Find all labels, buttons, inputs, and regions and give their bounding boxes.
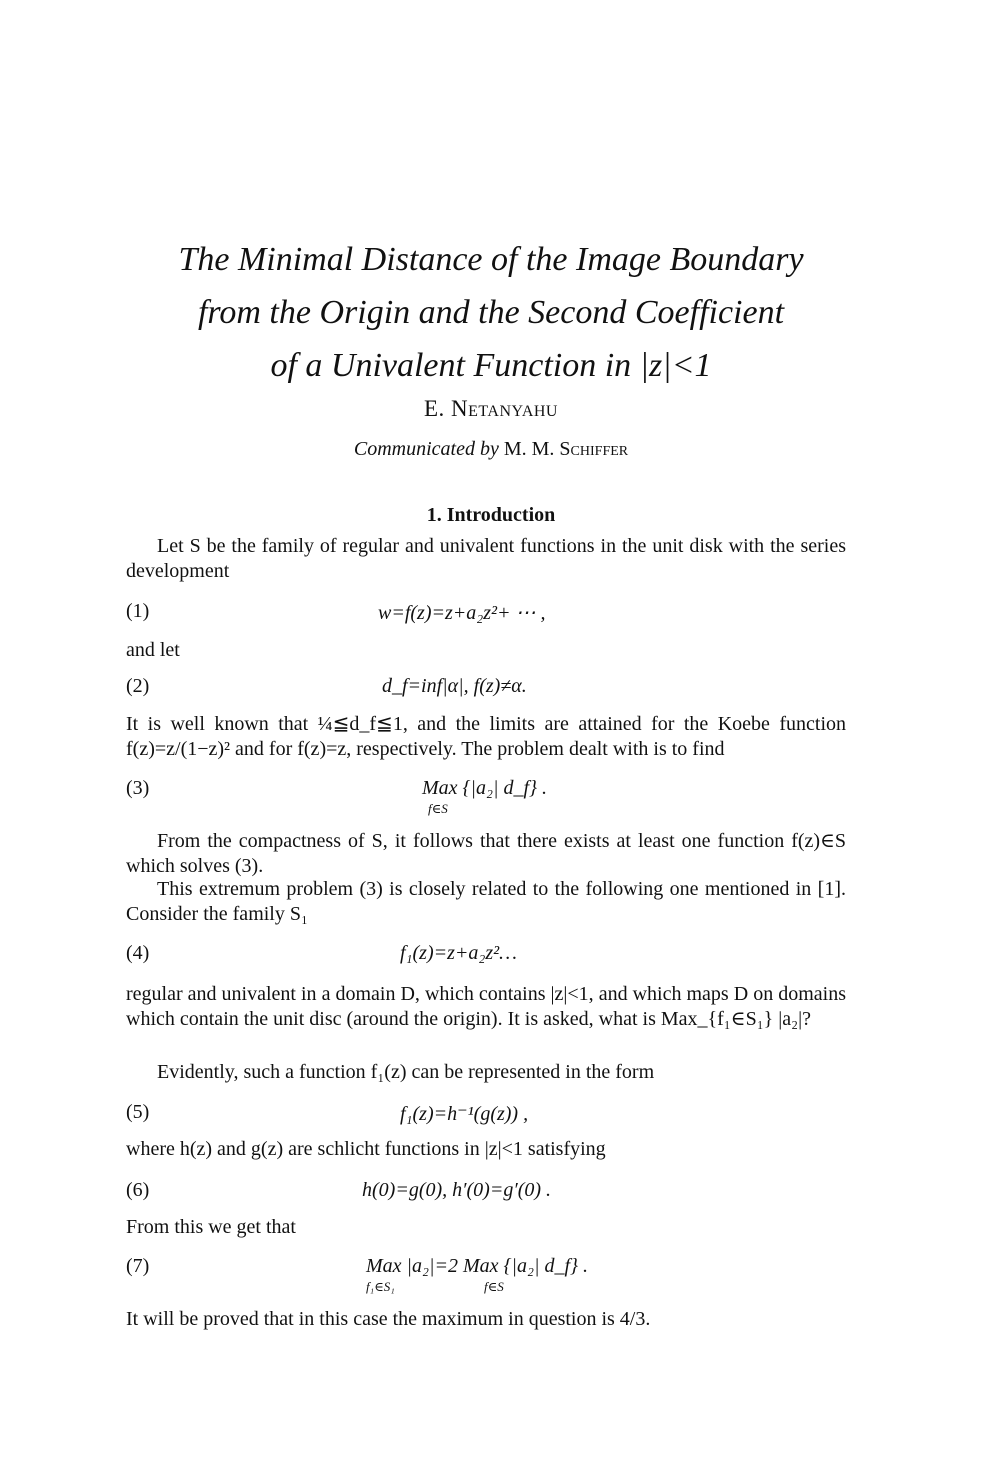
equation-4 [126, 942, 846, 970]
equation-body: h(0)=g(0), h′(0)=g′(0) . [362, 1179, 552, 1201]
communicator-name: M. M. Schiffer [503, 438, 629, 460]
paragraph-4: From the compactness of S, it follows that there exists at least one function f(z)∈S which solves (3). [126, 830, 846, 877]
equation-number: (1) [126, 600, 150, 622]
paragraph-3: It is well known that ¼≦d_f≦1, and the limits are attained for the Koebe function f(z)=z/(1−z)² and for f(z)=z, respectively. The problem dealt with is to find [126, 713, 846, 760]
communicated-prefix: Communicated by [353, 438, 499, 460]
equation-5 [126, 1101, 846, 1129]
equation-2 [126, 675, 846, 703]
equation-body: f₁(z)=h⁻¹(g(z)) , [400, 1103, 529, 1125]
equation-number: (3) [126, 777, 150, 799]
equation-number: (5) [126, 1101, 150, 1123]
equation-subscript: f∈S [428, 801, 448, 816]
equation-7 [126, 1255, 846, 1295]
equation-body: Max {|a₂| d_f} . [422, 777, 548, 799]
title-line-2: from the Origin and the Second Coefficient [197, 294, 785, 331]
equation-body: w=f(z)=z+a₂z²+ ⋯ , [378, 602, 546, 624]
section-heading: 1. Introduction [426, 504, 556, 526]
equation-body: d_f=inf|α|, f(z)≠α. [382, 675, 527, 697]
paragraph-8: where h(z) and g(z) are schlicht functions in |z|<1 satisfying [126, 1138, 606, 1160]
equation-body: Max |a₂|=2 Max {|a₂| d_f} . [366, 1255, 589, 1277]
title-line-1: The Minimal Distance of the Image Boundary [178, 241, 804, 278]
paragraph-2: and let [126, 639, 180, 661]
equation-body: f₁(z)=z+a₂z²… [400, 942, 517, 964]
paragraph-10: It will be proved that in this case the maximum in question is 4/3. [126, 1308, 651, 1330]
communicated-by [0, 438, 982, 461]
paragraph-9: From this we get that [126, 1216, 296, 1238]
paragraph-7: Evidently, such a function f₁(z) can be represented in the form [157, 1061, 655, 1083]
equation-number: (7) [126, 1255, 150, 1277]
title-line-3: of a Univalent Function in |z|<1 [270, 347, 712, 384]
paper-title [0, 233, 982, 392]
author: E. Netanyahu [424, 396, 558, 421]
paragraph-6: regular and univalent in a domain D, which contains |z|<1, and which maps D on domains which contain the unit disc (around the origin). It is asked, what is Max_{f₁∈S₁} |a₂|? [126, 983, 846, 1030]
equation-6 [126, 1179, 846, 1207]
equation-1 [126, 600, 846, 628]
equation-number: (2) [126, 675, 150, 697]
equation-number: (6) [126, 1179, 150, 1201]
paragraph-1: Let S be the family of regular and univalent functions in the unit disk with the series development [126, 535, 846, 582]
equation-subscript: f∈S [484, 1279, 504, 1294]
paragraph-5: This extremum problem (3) is closely related to the following one mentioned in [1]. Consider the family S₁ [126, 878, 846, 925]
equation-3 [126, 777, 846, 817]
equation-subscript: f₁∈S₁ [366, 1279, 395, 1294]
equation-number: (4) [126, 942, 150, 964]
